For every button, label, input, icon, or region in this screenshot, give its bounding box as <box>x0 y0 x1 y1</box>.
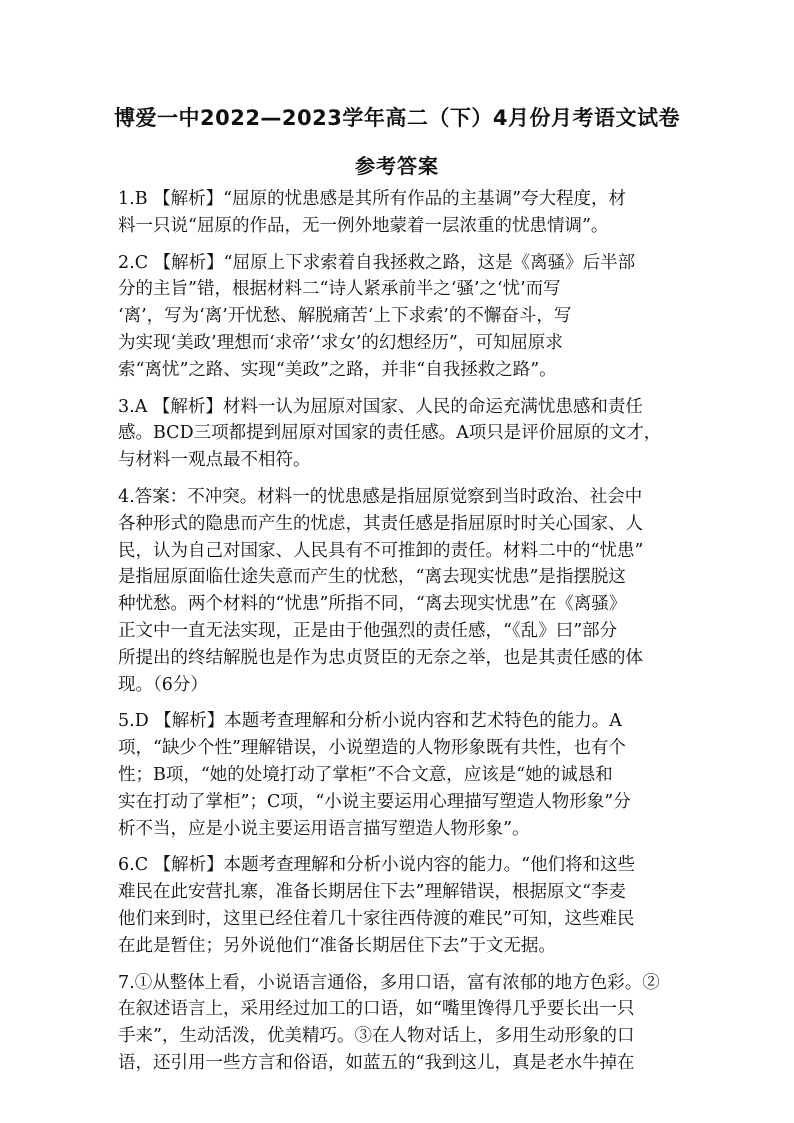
answer-line: 种忧愁。两个材料的“忧患”所指不同，“离去现实忧患”在《离骚》 <box>118 594 627 615</box>
answer-line: 索“离忧”之路、实现“美政”之路，并非“自我拯救之路”。 <box>118 359 557 380</box>
answer-line: ‘离’，写为‘离’开忧愁、解脱痛苦‘上下求索’的不懈奋斗，写 <box>118 306 572 327</box>
answer-line: 所提出的终结解脱也是作为忠贞贤臣的无奈之举，也是其责任感的体 <box>118 647 643 668</box>
answer-line: 手来”，生动活泼，优美精巧。③在人物对话上，多用生动形象的口 <box>118 1026 635 1047</box>
answer-line: 5.D 【解析】本题考查理解和分析小说内容和艺术特色的能力。A <box>118 711 622 732</box>
answer-item-7 <box>118 970 684 1077</box>
answer-line: 性；B项，“她的处境打动了掌柜”不合文意，应该是“她的诚恳和 <box>118 764 613 785</box>
answer-line: 3.A 【解析】材料一认为屈原对国家、人民的命运充满忧患感和责任 <box>118 396 643 417</box>
answer-line: 正文中一直无法实现，正是由于他强烈的责任感，“《乱》曰”部分 <box>118 620 618 641</box>
answer-line: 析不当，应是小说主要运用语言描写塑造人物形象”。 <box>118 818 530 839</box>
answer-line: 语，还引用一些方言和俗语，如蓝五的“我到这儿，真是老水牛掉在 <box>118 1052 635 1073</box>
answer-line: 实在打动了掌柜”；C项，“小说主要运用心理描写塑造人物形象”分 <box>118 791 631 812</box>
answer-line: 感。BCD三项都提到屈原对国家的责任感。A项只是评价屈原的文才， <box>118 423 662 444</box>
answer-item-2 <box>118 250 684 384</box>
answer-line: 2.C 【解析】“屈原上下求索着自我拯救之路，这是《离骚》后半部 <box>118 252 636 273</box>
answer-line: 是指屈原面临仕途失意而产生的忧愁，“离去现实忧患”是指摆脱这 <box>118 567 626 588</box>
answer-list <box>118 186 684 1087</box>
answer-item-1 <box>118 186 684 240</box>
answer-item-4 <box>118 484 684 698</box>
answer-line: 在此是暂住；另外说他们“准备长期居住下去”于文无据。 <box>118 935 556 956</box>
answer-line: 7.①从整体上看，小说语言通俗，多用口语，富有浓郁的地方色彩。② <box>118 972 660 993</box>
answer-line: 分的主旨”错，根据材料二“诗人紧承前半之‘骚’之‘忧’而写 <box>118 279 561 300</box>
answer-line: 1.B 【解析】“屈原的忧患感是其所有作品的主基调”夸大程度，材 <box>118 189 627 209</box>
answer-item-5 <box>118 708 684 842</box>
document-title: 博爱一中2022—2023学年高二（下）4月份月考语文试卷 <box>113 106 680 130</box>
answer-line: 难民在此安营扎寨，准备长期居住下去”理解错误，根据原文“李麦 <box>118 882 626 903</box>
answer-line: 4.答案：不冲突。材料一的忧患感是指屈原觉察到当时政治、社会中 <box>118 486 643 507</box>
answer-line: 各种形式的隐患而产生的忧虑，其责任感是指屈原时时关心国家、人 <box>118 513 643 534</box>
answer-item-6 <box>118 852 684 959</box>
answer-line: 项，“缺少个性”理解错误，小说塑造的人物形象既有共性，也有个 <box>118 738 626 759</box>
answer-line: 民，认为自己对国家、人民具有不可推卸的责任。材料二中的“忧患” <box>118 540 644 561</box>
answer-line: 为实现‘美政’理想而‘求帝’‘求女’的幻想经历”，可知屈原求 <box>118 332 563 353</box>
answer-line: 他们来到时，这里已经住着几十家往西侍渡的难民”可知，这些难民 <box>118 908 635 929</box>
document-subtitle: 参考答案 <box>355 154 439 178</box>
answer-line: 6.C 【解析】本题考查理解和分析小说内容的能力。“他们将和这些 <box>118 855 636 876</box>
answer-line: 在叙述语言上，采用经过加工的口语，如“嘴里馋得几乎要长出一只 <box>118 999 635 1020</box>
answer-line: 与材料一观点最不相符。 <box>118 450 311 471</box>
answer-line: 现。（6分） <box>118 674 208 695</box>
answer-line: 料一只说“屈原的作品，无一例外地蒙着一层浓重的忧患情调”。 <box>118 215 609 236</box>
answer-item-3 <box>118 394 684 474</box>
